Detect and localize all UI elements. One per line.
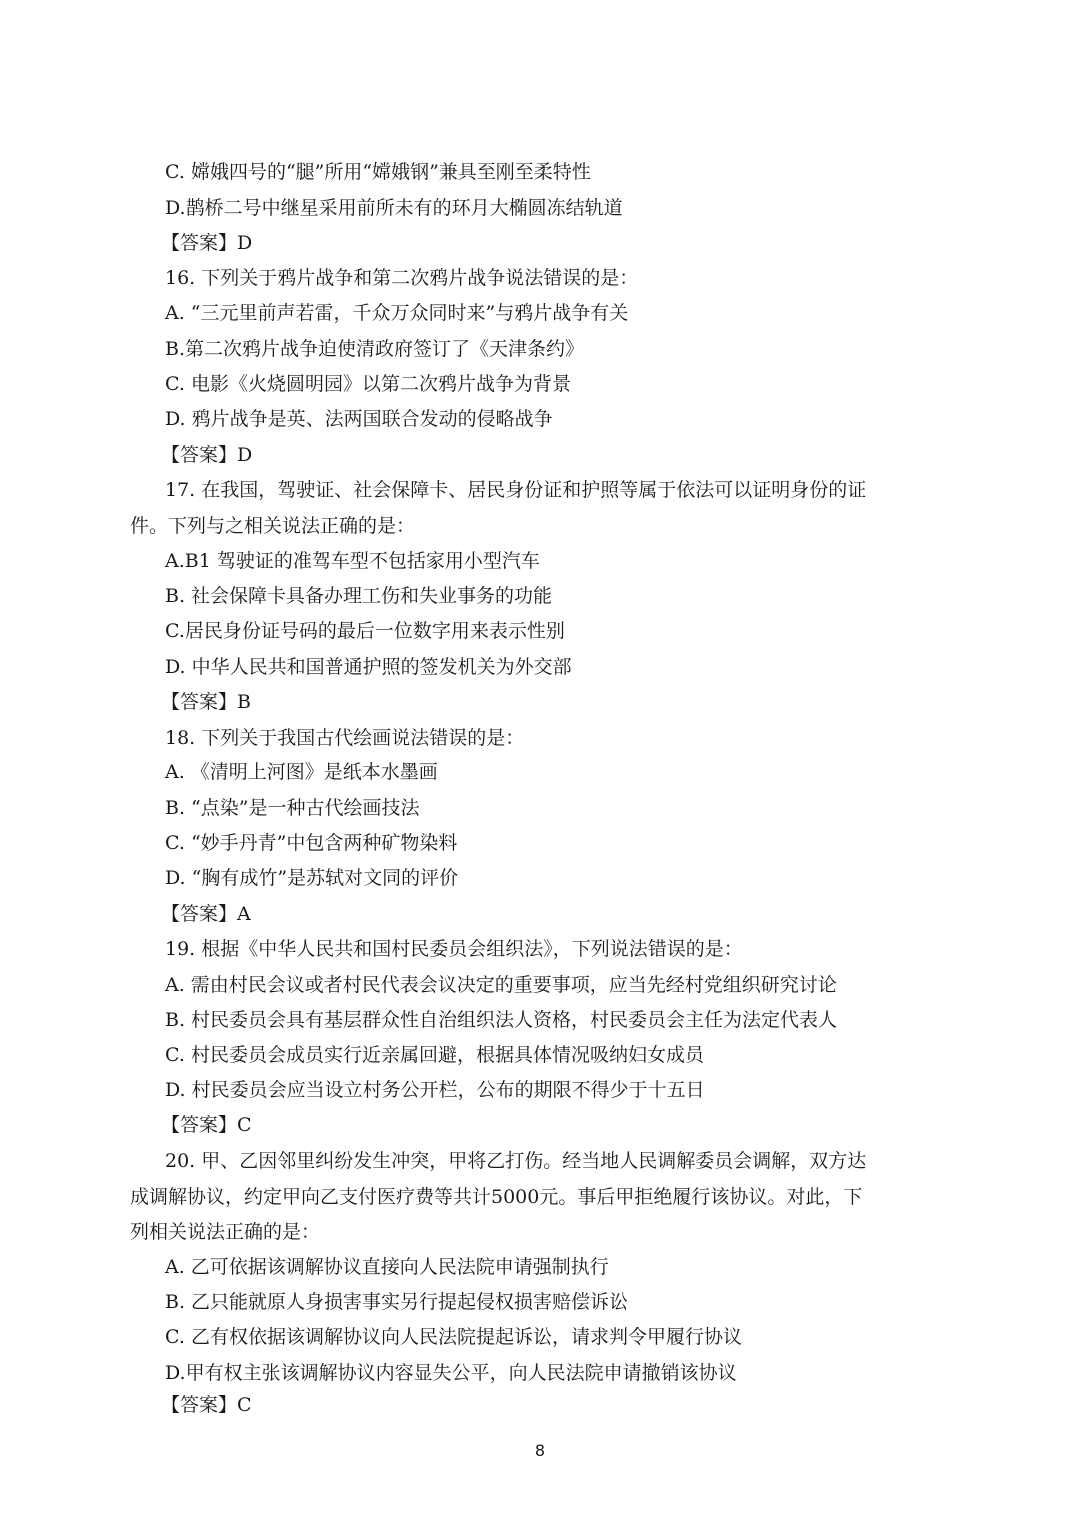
q16-answer: 【答案】D bbox=[161, 444, 253, 466]
q17-answer: 【答案】B bbox=[161, 691, 251, 713]
q18-option-b: B. “点染”是一种古代绘画技法 bbox=[165, 797, 420, 819]
page-number: 8 bbox=[534, 1441, 546, 1460]
q15-option-d: D.鹊桥二号中继星采用前所未有的环月大椭圆冻结轨道 bbox=[165, 197, 623, 219]
q19-option-b: B. 村民委员会具有基层群众性自治组织法人资格，村民委员会主任为法定代表人 bbox=[165, 1009, 838, 1031]
q18-stem: 18. 下列关于我国古代绘画说法错误的是： bbox=[165, 727, 525, 749]
q20-stem-line2: 成调解协议，约定甲向乙支付医疗费等共计5000元。事后甲拒绝履行该协议。对此，下 bbox=[130, 1186, 863, 1208]
q20-option-c: C. 乙有权依据该调解协议向人民法院提起诉讼，请求判令甲履行协议 bbox=[165, 1326, 742, 1348]
q18-option-d: D. “胸有成竹”是苏轼对文同的评价 bbox=[165, 867, 459, 889]
q20-stem-line3: 列相关说法正确的是： bbox=[130, 1221, 321, 1243]
q17-option-a: A.B1 驾驶证的准驾车型不包括家用小型汽车 bbox=[165, 550, 540, 572]
q15-answer: 【答案】D bbox=[161, 232, 253, 254]
q19-option-a: A. 需由村民会议或者村民代表会议决定的重要事项，应当先经村党组织研究讨论 bbox=[165, 974, 837, 996]
q16-option-c: C. 电影《火烧圆明园》以第二次鸦片战争为背景 bbox=[165, 373, 571, 395]
q17-option-d: D. 中华人民共和国普通护照的签发机关为外交部 bbox=[165, 656, 572, 678]
q18-option-c: C. “妙手丹青”中包含两种矿物染料 bbox=[165, 832, 458, 854]
q16-option-b: B.第二次鸦片战争迫使清政府签订了《天津条约》 bbox=[165, 338, 585, 360]
q17-stem-line2: 件。下列与之相关说法正确的是： bbox=[130, 515, 416, 537]
q19-option-c: C. 村民委员会成员实行近亲属回避，根据具体情况吸纳妇女成员 bbox=[165, 1044, 704, 1066]
q20-option-a: A. 乙可依据该调解协议直接向人民法院申请强制执行 bbox=[165, 1256, 609, 1278]
q20-answer: 【答案】C bbox=[161, 1394, 252, 1416]
q19-stem: 19. 根据《中华人民共和国村民委员会组织法》，下列说法错误的是： bbox=[165, 938, 743, 960]
q19-answer: 【答案】C bbox=[161, 1114, 252, 1136]
q17-stem-line1: 17. 在我国，驾驶证、社会保障卡、居民身份证和护照等属于依法可以证明身份的证 bbox=[165, 479, 867, 501]
q16-option-d: D. 鸦片战争是英、法两国联合发动的侵略战争 bbox=[165, 408, 553, 430]
q19-option-d: D. 村民委员会应当设立村务公开栏，公布的期限不得少于十五日 bbox=[165, 1079, 705, 1101]
q18-answer: 【答案】A bbox=[161, 903, 251, 925]
q20-stem-line1: 20. 甲、乙因邻里纠纷发生冲突，甲将乙打伤。经当地人民调解委员会调解，双方达 bbox=[165, 1150, 867, 1172]
q17-option-c: C.居民身份证号码的最后一位数字用来表示性别 bbox=[165, 620, 565, 642]
q20-option-d: D.甲有权主张该调解协议内容显失公平，向人民法院申请撤销该协议 bbox=[165, 1362, 737, 1384]
q16-stem: 16. 下列关于鸦片战争和第二次鸦片战争说法错误的是： bbox=[165, 267, 639, 289]
q18-option-a: A. 《清明上河图》是纸本水墨画 bbox=[165, 761, 438, 783]
q17-option-b: B. 社会保障卡具备办理工伤和失业事务的功能 bbox=[165, 585, 553, 607]
q20-option-b: B. 乙只能就原人身损害事实另行提起侵权损害赔偿诉讼 bbox=[165, 1291, 629, 1313]
q15-option-c: C. 嫦娥四号的“腿”所用“嫦娥钢”兼具至刚至柔特性 bbox=[165, 161, 591, 183]
q16-option-a: A. “三元里前声若雷，千众万众同时来”与鸦片战争有关 bbox=[165, 302, 629, 324]
